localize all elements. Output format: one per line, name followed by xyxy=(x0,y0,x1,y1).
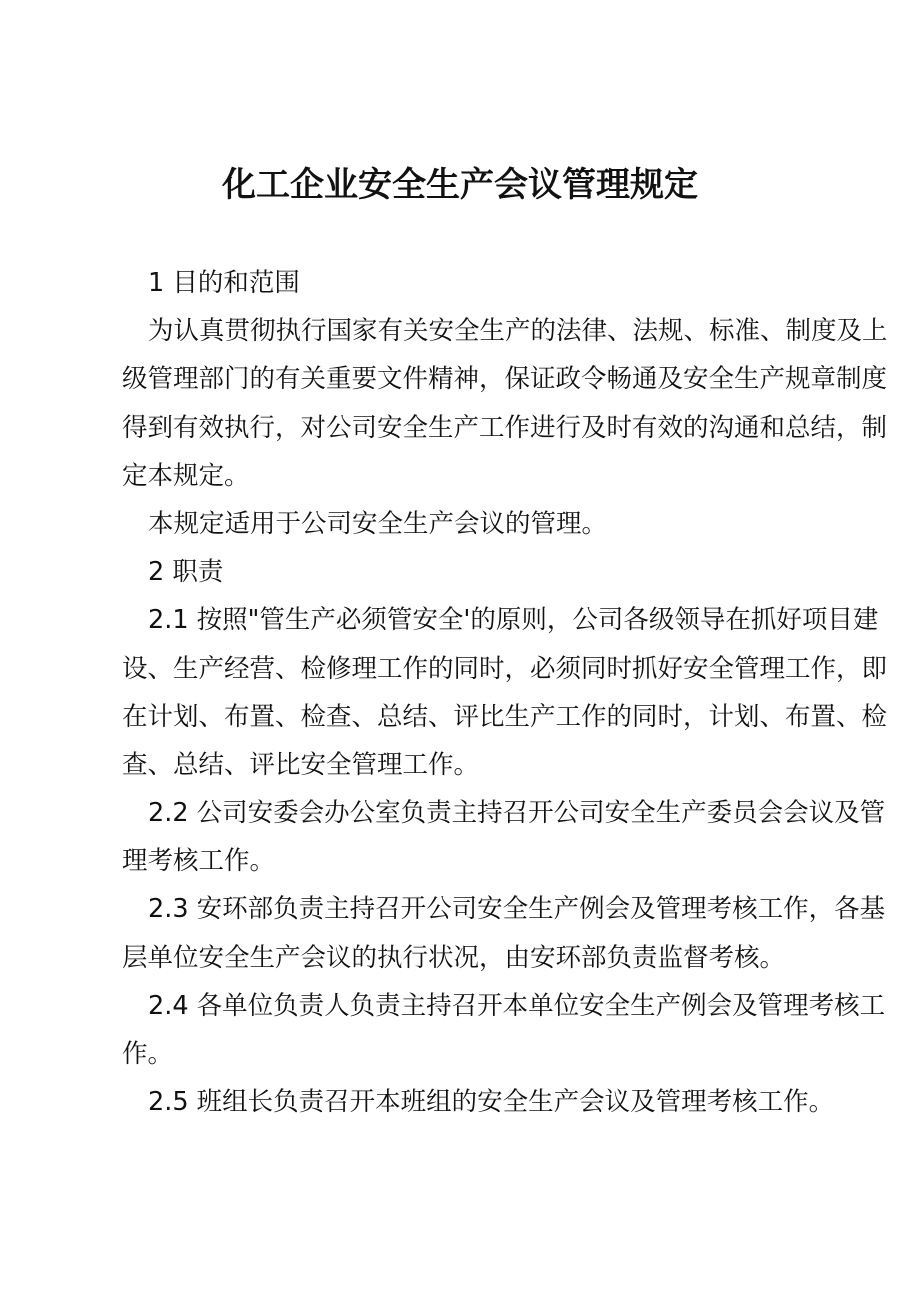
text-line: 2.4 各单位负责人负责主持召开本单位安全生产例会及管理考核工 xyxy=(148,990,886,1021)
text-line: 1 目的和范围 xyxy=(148,268,300,298)
text-line: 为认真贯彻执行国家有关安全生产的法律、法规、标准、制度及上 xyxy=(148,316,888,347)
paragraph xyxy=(122,259,842,307)
paragraph xyxy=(122,500,842,548)
text-line: 2.3 安环部负责主持召开公司安全生产例会及管理考核工作，各基 xyxy=(148,894,886,925)
paragraph xyxy=(122,548,842,596)
paragraph xyxy=(122,307,888,500)
paragraph xyxy=(122,885,886,981)
paragraph xyxy=(122,1078,842,1126)
text-line: 得到有效执行，对公司安全生产工作进行及时有效的沟通和总结，制 xyxy=(122,412,888,443)
text-line: 定本规定。 xyxy=(122,460,250,491)
text-line: 本规定适用于公司安全生产会议的管理。 xyxy=(148,508,608,539)
paragraph xyxy=(122,982,886,1078)
paragraph xyxy=(122,596,888,789)
text-line: 层单位安全生产会议的执行状况，由安环部负责监督考核。 xyxy=(122,942,786,973)
text-line: 2.2 公司安委会办公室负责主持召开公司安全生产委员会会议及管 xyxy=(148,798,886,829)
text-line: 查、总结、评比安全管理工作。 xyxy=(122,749,480,780)
text-line: 设、生产经营、检修理工作的同时，必须同时抓好安全管理工作，即 xyxy=(122,653,888,684)
text-line: 2 职责 xyxy=(148,557,224,588)
text-line: 理考核工作。 xyxy=(122,846,276,877)
text-line: 在计划、布置、检查、总结、评比生产工作的同时，计划、布置、检 xyxy=(122,701,888,732)
paragraph xyxy=(122,789,886,885)
text-line: 2.5 班组长负责召开本班组的安全生产会议及管理考核工作。 xyxy=(148,1087,835,1118)
text-line: 2.1 按照"管生产必须管安全'的原则，公司各级领导在抓好项目建 xyxy=(148,605,879,636)
text-line: 级管理部门的有关重要文件精神，保证政令畅通及安全生产规章制度 xyxy=(122,364,888,395)
document-body xyxy=(122,259,888,1126)
text-line: 作。 xyxy=(122,1039,174,1069)
document-title: 化工企业安全生产会议管理规定 xyxy=(222,165,698,205)
